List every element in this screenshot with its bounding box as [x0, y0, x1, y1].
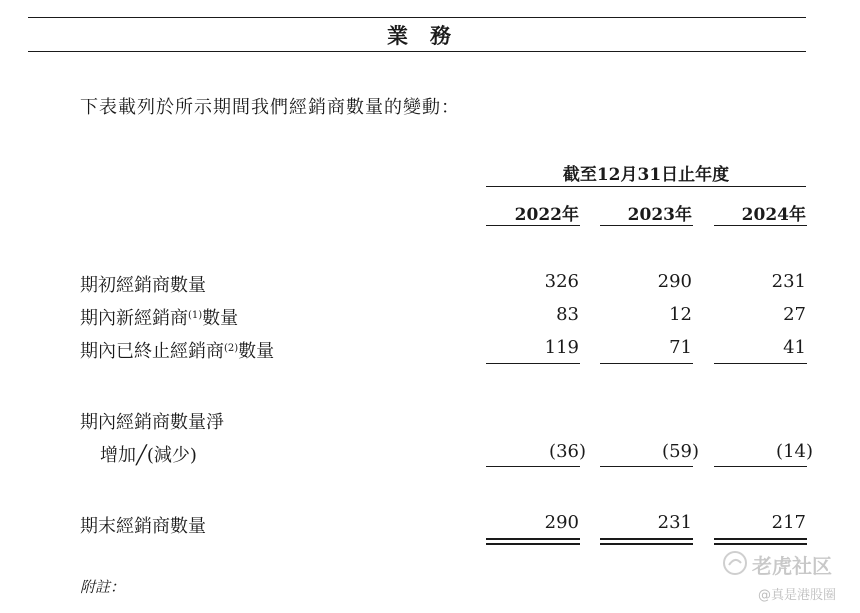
- cell-closing-2023: 231: [657, 512, 692, 533]
- net-rule-2022: [486, 466, 580, 467]
- title-bottom-rule: [28, 51, 806, 52]
- cell-opening-2024: 231: [771, 271, 806, 292]
- period-header: 截至12月31日止年度: [562, 165, 730, 185]
- intro-text: 下表載列於所示期間我們經銷商數量的變動：: [80, 97, 460, 118]
- cell-terminated-2024: 41: [783, 337, 806, 358]
- total-double-rule-2023-a: [600, 538, 693, 540]
- cell-terminated-2023: 71: [669, 337, 692, 358]
- watermark-logo-icon: [722, 550, 748, 576]
- footnote-ref-2: (2): [224, 343, 239, 354]
- year-rule-2022: [486, 225, 580, 226]
- total-double-rule-2023-b: [600, 543, 693, 545]
- row-label-new-suffix: 數量: [202, 308, 239, 329]
- row-label-terminated-text: 期內已終止經銷商: [80, 341, 224, 362]
- row-label-new-text: 期內新經銷商: [80, 308, 188, 329]
- cell-new-2022: 83: [556, 304, 579, 325]
- row-label-net-change-line1: 期內經銷商數量淨: [80, 412, 224, 433]
- footnote-label: 附註：: [80, 578, 126, 596]
- year-header-2024: 2024年: [741, 205, 806, 225]
- year-header-2023: 2023年: [627, 205, 692, 225]
- total-double-rule-2024-b: [714, 543, 807, 545]
- year-header-2022: 2022年: [514, 205, 579, 225]
- cell-terminated-2022: 119: [544, 337, 579, 358]
- row-label-opening: 期初經銷商數量: [80, 275, 206, 296]
- subtotal-rule-2022: [486, 363, 580, 364]
- year-rule-2024: [714, 225, 807, 226]
- net-rule-2023: [600, 466, 693, 467]
- cell-new-2023: 12: [669, 304, 692, 325]
- period-header-rule: [486, 186, 806, 187]
- cell-opening-2022: 326: [544, 271, 579, 292]
- cell-net-change-2022: (36): [549, 441, 586, 462]
- footnote-ref-1: (1): [188, 310, 203, 321]
- cell-net-change-2023: (59): [662, 441, 699, 462]
- row-label-net-change-line2: 增加╱(減少): [100, 445, 197, 466]
- net-rule-2024: [714, 466, 807, 467]
- row-label-terminated: [80, 337, 274, 363]
- cell-new-2024: 27: [783, 304, 806, 325]
- cell-closing-2024: 217: [771, 512, 806, 533]
- total-double-rule-2022-b: [486, 543, 580, 545]
- cell-net-change-2024: (14): [776, 441, 813, 462]
- row-label-new: [80, 304, 238, 330]
- total-double-rule-2022-a: [486, 538, 580, 540]
- total-double-rule-2024-a: [714, 538, 807, 540]
- subtotal-rule-2024: [714, 363, 807, 364]
- watermark-handle: @真是港股圈: [758, 588, 837, 603]
- title-top-rule: [28, 17, 806, 18]
- subtotal-rule-2023: [600, 363, 693, 364]
- cell-opening-2023: 290: [657, 271, 692, 292]
- watermark-brand: 老虎社区: [752, 554, 832, 578]
- year-rule-2023: [600, 225, 693, 226]
- row-label-closing: 期末經銷商數量: [80, 516, 206, 537]
- section-title: 業務: [387, 24, 473, 48]
- cell-closing-2022: 290: [544, 512, 579, 533]
- row-label-terminated-suffix: 數量: [238, 341, 275, 362]
